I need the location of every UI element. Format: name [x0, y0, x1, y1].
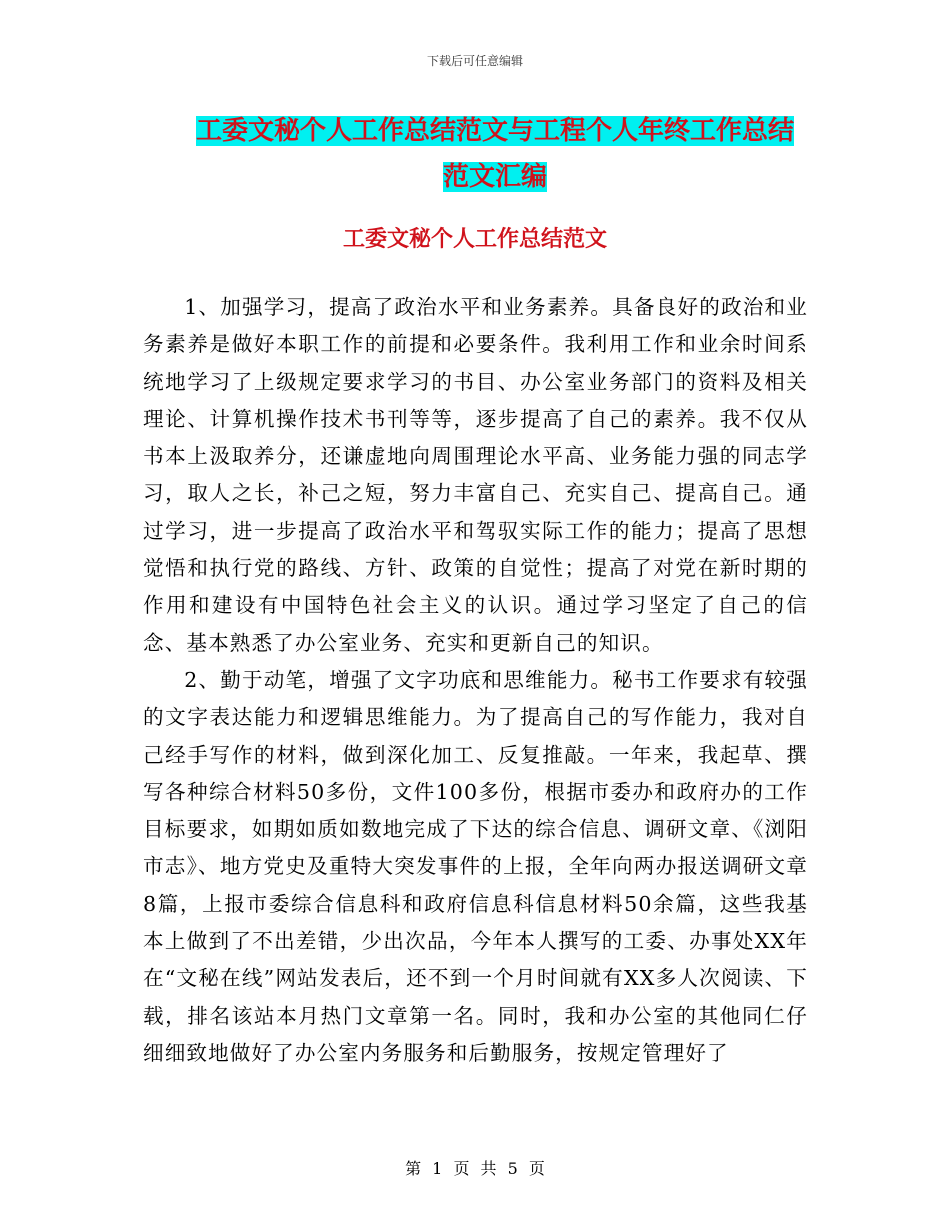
document-title — [150, 108, 840, 200]
paragraph-1: 1、加强学习，提高了政治水平和业务素养。具备良好的政治和业务素养是做好本职工作的前提和必要条件。我利用工作和业余时间系统地学习了上级规定要求学习的书目、办公室业务部门的资料及相关理论、计算机操作技术书刊等等，逐步提高了自己的素养。我不仅从书本上汲取养分，还谦虚地向周围理论水平高、业务能力强的同志学习，取人之长，补己之短，努力丰富自己、充实自己、提高自己。通过学习，进一步提高了政治水平和驾驭实际工作的能力；提高了思想觉悟和执行党的路线、方针、政策的自觉性；提高了对党在新时期的作用和建设有中国特色社会主义的认识。通过学习坚定了自己的信念、基本熟悉了办公室业务、充实和更新自己的知识。 — [143, 295, 808, 655]
header-note: 下载后可任意编辑 — [426, 54, 523, 68]
body-text — [143, 289, 808, 1072]
section-title: 工委文秘个人工作总结范文 — [342, 226, 607, 252]
document-title-line-1: 工委文秘个人工作总结范文与工程个人年终工作总结 — [195, 116, 794, 146]
paragraph-2: 2、勤于动笔，增强了文字功底和思维能力。秘书工作要求有较强的文字表达能力和逻辑思维能力。为了提高自己的写作能力，我对自己经手写作的材料，做到深化加工、反复推敲。一年来，我起草、撰写各种综合材料50多份，文件100多份，根据市委办和政府办的工作目标要求，如期如质如数地完成了下达的综合信息、调研文章、《浏阳市志》、地方党史及重特大突发事件的上报，全年向两办报送调研文章8篇，上报市委综合信息科和政府信息科信息材料50余篇，这些我基本上做到了不出差错，少出次品，今年本人撰写的工委、办事处XX年在“文秘在线”网站发表后，还不到一个月时间就有XX多人次阅读、下载，排名该站本月热门文章第一名。同时，我和办公室的其他同仁仔细细致地做好了办公室内务服务和后勤服务，按规定管理好了 — [143, 667, 808, 1065]
document-title-line-2: 范文汇编 — [442, 162, 547, 192]
page-footer: 第 1 页 共 5 页 — [405, 1159, 545, 1178]
